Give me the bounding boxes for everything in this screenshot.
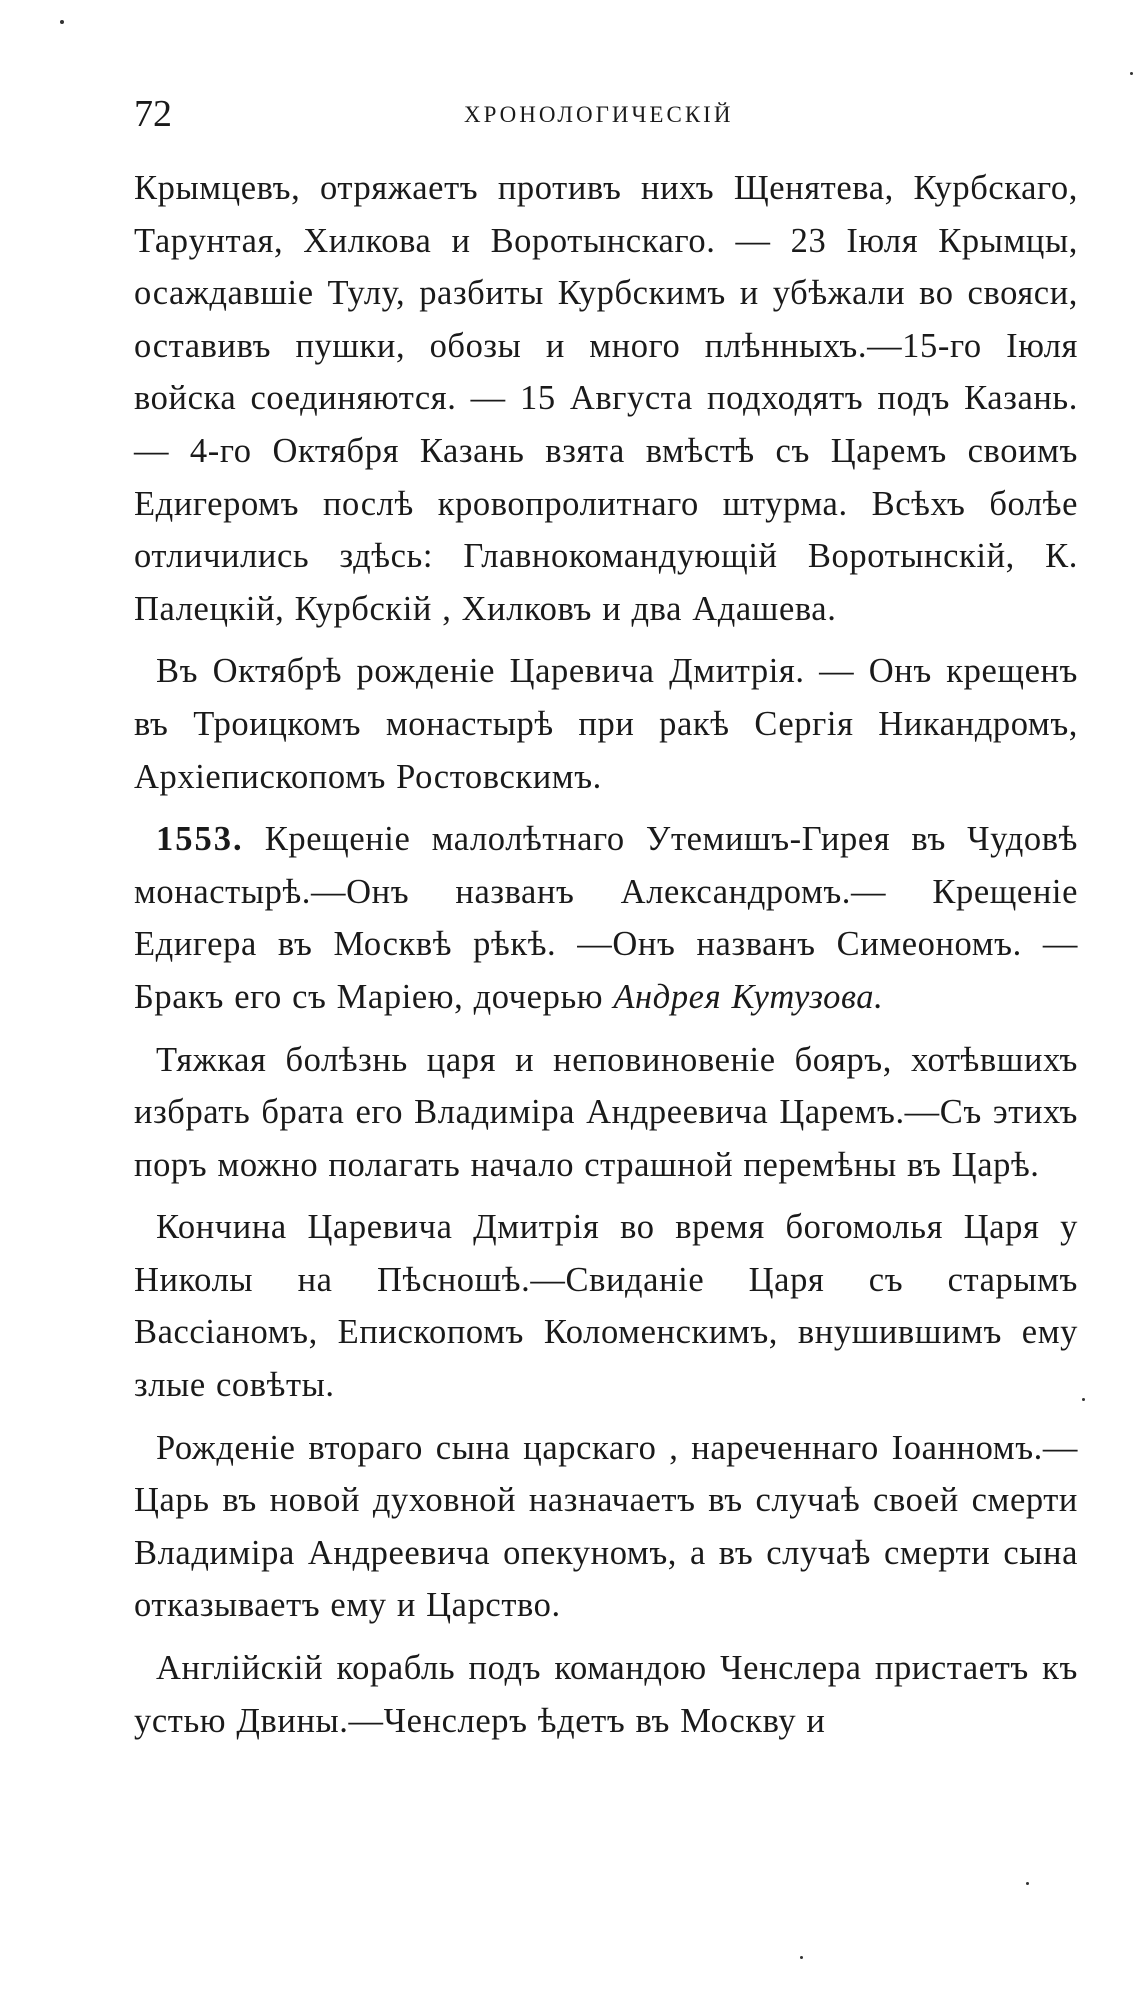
print-speck — [1026, 1882, 1029, 1885]
page-number: 72 — [134, 93, 172, 135]
print-speck — [800, 1956, 803, 1959]
paragraph — [134, 813, 1078, 1023]
italic-name: Андрея Кутузова. — [613, 977, 884, 1016]
paragraph — [134, 1201, 1078, 1411]
paragraph-text: Англійскій корабль подъ командою Ченслера пристаетъ къ устью Двины.—Ченслеръ ѣдетъ въ Москву и — [134, 1649, 1078, 1740]
print-speck — [60, 20, 64, 24]
paragraph-text: Крещеніе малолѣтнаго Утемишъ-Гирея въ Чудовѣ монастырѣ.—Онъ названъ Александромъ.— Крещеніе Едигера въ Москвѣ рѣкѣ. —Онъ названъ Симеономъ. —Бракъ его съ Маріею, дочерью — [134, 820, 1078, 1016]
running-head: ХРОНОЛОГИЧЕСКІЙ — [464, 102, 734, 127]
year-heading: 1553. — [156, 820, 244, 859]
paragraph-text: Рожденіе втораго сына царскаго , нареченнаго Іоанномъ.—Царь въ новой духовной назначаетъ въ случаѣ своей смерти Владиміра Андреевича опекуномъ, а въ случаѣ смерти сына отказываетъ ему и Царство. — [134, 1428, 1078, 1625]
page-header — [134, 92, 1094, 142]
body-text — [134, 162, 1078, 1747]
paragraph — [134, 645, 1078, 803]
paragraph-text: Кончина Царевича Дмитрія во время богомолья Царя у Николы на Пѣсношѣ.—Свиданіе Царя съ старымъ Вассіаномъ, Епископомъ Коломенскимъ, внушившимъ ему злые совѣты. — [134, 1208, 1078, 1405]
paragraph — [134, 1422, 1078, 1632]
paragraph-text: Тяжкая болѣзнь царя и неповиновеніе бояръ, хотѣвшихъ избрать брата его Владиміра Андреевича Царемъ.—Съ этихъ поръ можно полагать начало страшной перемѣны въ Царѣ. — [134, 1040, 1078, 1184]
paragraph-text: Въ Октябрѣ рожденіе Царевича Дмитрія. — Онъ крещенъ въ Троицкомъ монастырѣ при ракѣ Сергія Никандромъ, Архіепископомъ Ростовскимъ. — [134, 652, 1078, 796]
paragraph — [134, 162, 1078, 635]
paragraph — [134, 1034, 1078, 1192]
print-speck — [1130, 72, 1133, 75]
print-speck — [1082, 1398, 1085, 1401]
paragraph — [134, 1642, 1078, 1747]
paragraph-text: Крымцевъ, отряжаетъ противъ нихъ Щенятева, Курбскаго, Таpунтая, Хилкова и Воротынскаго. — 23 Іюля Крымцы, осаждавшіе Тулу, разбиты Курбскимъ и убѣжали во свояси, оставивъ пушки, обозы и много плѣнныхъ.—15-го Іюля войска соединяются. — 15 Августа подходятъ подъ Казань. — 4-го Октября Казань взята вмѣстѣ съ Царемъ своимъ Едигеромъ послѣ кровопролитнаго штурма. Всѣхъ болѣе отличились здѣсь: Главнокомандующій Воротынскій, К. Палецкій, Курбскій , Хилковъ и два Адашева. — [134, 169, 1078, 628]
